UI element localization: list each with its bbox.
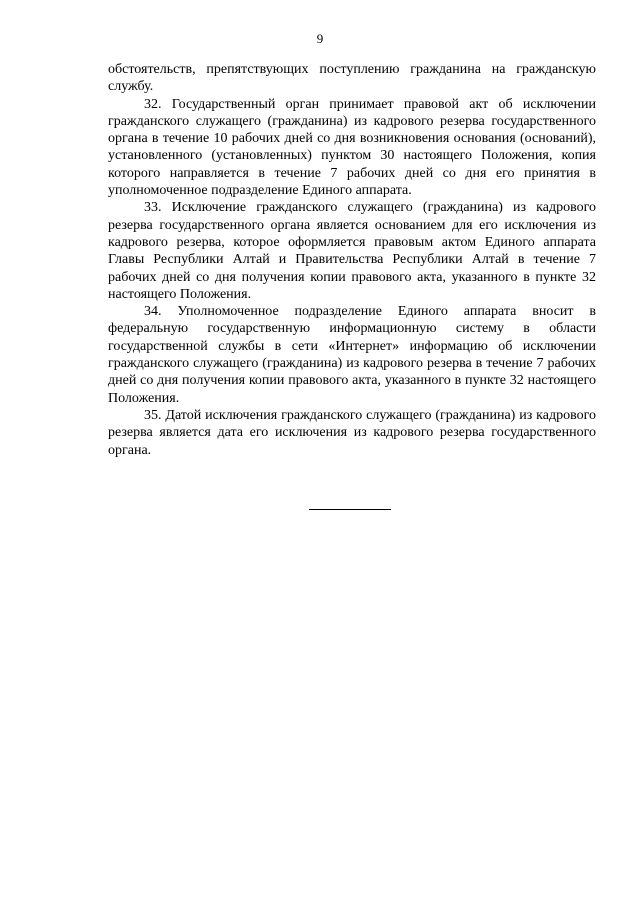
paragraph-33: 33. Исключение гражданского служащего (гражданина) из кадрового резерва государственного органа является основанием для его исключения из кадрового резерва, которое оформляется правовым актом Единого аппарата Главы Республики Алтай и Правительства Республики Алтай в течение 7 рабочих дней со дня получения копии правового акта, указанного в пункте 32 настоящего Положения. [108,200,596,302]
document-body [108,61,596,459]
paragraph-continuation: обстоятельств, препятствующих поступлению гражданина на гражданскую службу. [108,62,596,95]
paragraph-34: 34. Уполномоченное подразделение Единого аппарата вносит в федеральную государственную информационную систему в области государственной службы в сети «Интернет» информацию об исключении гражданского служащего (гражданина) из кадрового резерва в течение 7 рабочих дней со дня получения копии правового акта, указанного в пункте 32 настоящего Положения. [108,304,596,406]
page-number: 9 [316,31,324,46]
paragraph-35: 35. Датой исключения гражданского служащего (гражданина) из кадрового резерва является дата его исключения из кадрового резерва государственного органа. [108,407,596,458]
end-of-document-rule [309,509,391,510]
paragraph-32: 32. Государственный орган принимает правовой акт об исключении гражданского служащего (гражданина) из кадрового резерва государственного органа в течение 10 рабочих дней со дня возникновения основания (оснований), установленного (установленных) пунктом 30 настоящего Положения, копия которого направляется в течение 7 рабочих дней со дня его принятия в уполномоченное подразделение Единого аппарата. [108,96,596,199]
